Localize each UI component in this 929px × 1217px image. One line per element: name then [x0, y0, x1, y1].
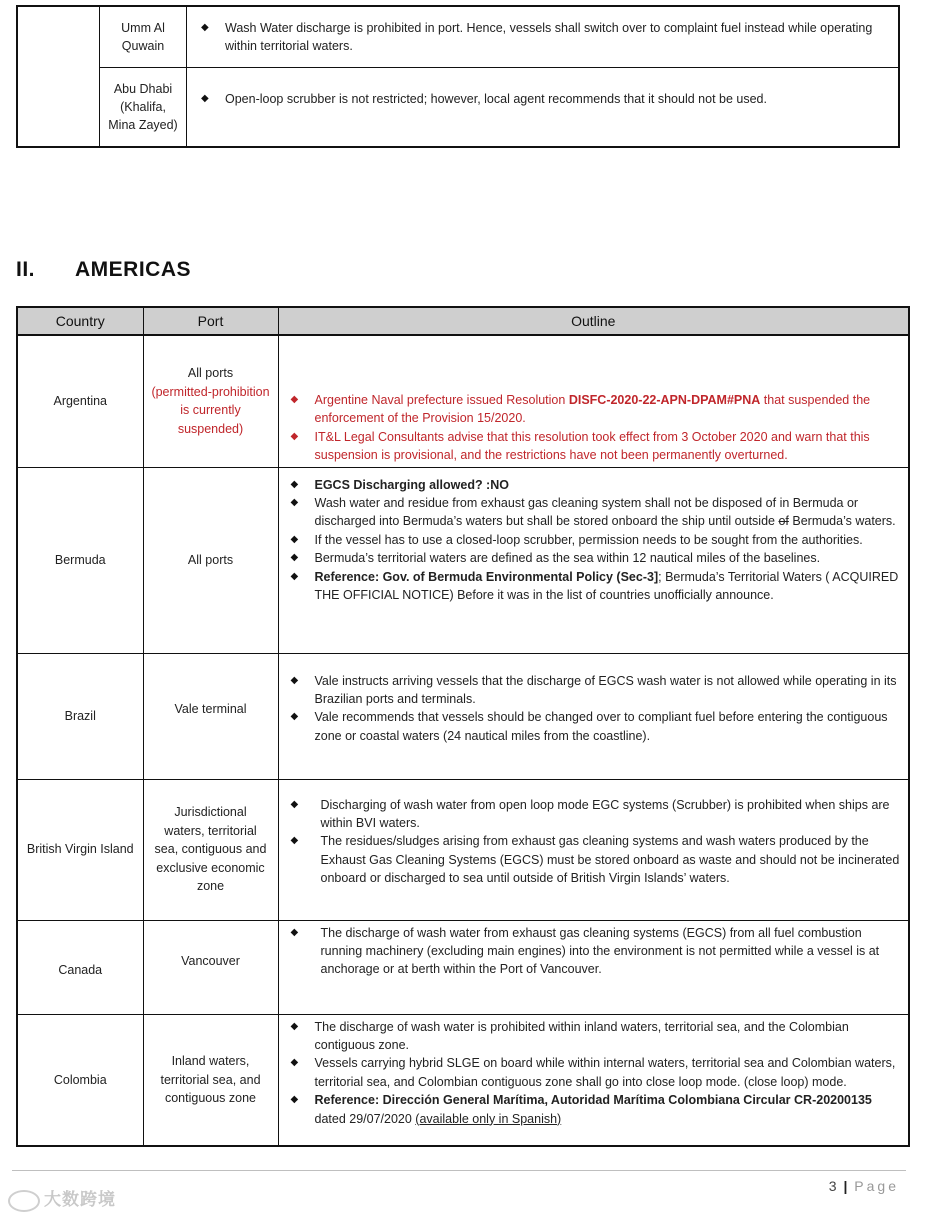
- country-cell: Argentina: [17, 335, 143, 467]
- outline-bullet: ◆ The discharge of wash water from exhaust gas cleaning systems (EGCS) from all fuel combustion running machinery (excluding main engines) into the environment is not permitted while a vessel is at anchorage or at berth within the Port of Vancouver.: [290, 925, 880, 977]
- outline-cell-abu-dhabi: [187, 68, 898, 146]
- outline-bullet: ◆ Open-loop scrubber is not restricted; however, local agent recommends that it should not be used.: [201, 92, 767, 106]
- outline-cell: [278, 920, 909, 1014]
- outline-bullet: ◆ Vale recommends that vessels should be changed over to compliant fuel before entering the contiguous zone or coastal waters (24 nautical miles from the coastline).: [290, 710, 888, 743]
- port-cell: Vancouver: [143, 920, 278, 1014]
- country-cell-empty: [18, 7, 100, 146]
- country-cell: Brazil: [17, 653, 143, 779]
- outline-bullet: ◆ Discharging of wash water from open loop mode EGC systems (Scrubber) is prohibited when ships are within BVI waters.: [290, 797, 890, 830]
- port-cell: [143, 335, 278, 467]
- diamond-bullet-icon: ◆: [290, 552, 299, 564]
- watermark-logo-icon: [8, 1190, 40, 1212]
- table-header-row: [17, 307, 909, 335]
- section-number: II.: [16, 258, 36, 281]
- diamond-bullet-icon: ◆: [201, 93, 209, 104]
- diamond-bullet-icon: ◆: [290, 496, 299, 508]
- diamond-bullet-icon: ◆: [290, 1094, 299, 1106]
- port-cell: Inland waters, territorial sea, and contiguous zone: [143, 1014, 278, 1146]
- outline-bullet: ◆ IT&L Legal Consultants advise that this resolution took effect from 3 October 2020 and warn that this suspension is provisional, and the restrictions have not been permanently overturned.: [290, 429, 870, 463]
- port-status-note: (permitted-prohibition is currently suspended): [151, 384, 270, 436]
- page-number: 3 | Page: [828, 1178, 899, 1194]
- port-cell-umm-al-quwain: Umm Al Quwain: [100, 7, 187, 68]
- table-row-brazil: [17, 653, 909, 779]
- diamond-bullet-icon: ◆: [290, 393, 299, 405]
- diamond-bullet-icon: ◆: [290, 430, 299, 442]
- watermark: 大数跨境: [8, 1185, 116, 1212]
- outline-cell: [278, 467, 909, 653]
- diamond-bullet-icon: ◆: [290, 835, 299, 847]
- port-cell: All ports: [143, 467, 278, 653]
- section-title: AMERICAS: [75, 258, 192, 281]
- country-cell: Bermuda: [17, 467, 143, 653]
- outline-bullet: ◆ Vessels carrying hybrid SLGE on board while within internal waters, territorial sea and Colombian waters, territorial sea, and Colombian contiguous zone shall go into close loop mode. (close loop) mode.: [290, 1056, 896, 1089]
- port-cell-abu-dhabi: Abu Dhabi (Khalifa, Mina Zayed): [100, 68, 187, 146]
- port-cell: Jurisdictional waters, territorial sea, contiguous and exclusive economic zone: [143, 779, 278, 920]
- section-heading: [16, 258, 191, 282]
- outline-bullet: ◆ Reference: Gov. of Bermuda Environmental Policy (Sec-3]; Bermuda’s Territorial Waters ( ACQUIRED THE OFFICIAL NOTICE) Before it was in the list of countries unofficially announce.: [290, 569, 899, 602]
- table-row-colombia: [17, 1014, 909, 1146]
- outline-cell: [278, 653, 909, 779]
- diamond-bullet-icon: ◆: [290, 711, 299, 723]
- table-row-british-virgin-island: [17, 779, 909, 920]
- outline-bullet: ◆ Wash Water discharge is prohibited in port. Hence, vessels shall switch over to complaint fuel instead while operating within territorial waters.: [201, 21, 873, 53]
- outline-bullet: ◆ Wash water and residue from exhaust gas cleaning system shall not be disposed of in Bermuda or discharged into Bermuda’s waters but shall be stored onboard the ship until outside of Bermuda’s waters.: [290, 495, 896, 529]
- spanish-only-link[interactable]: (available only in Spanish): [415, 1111, 562, 1126]
- outline-bullet: ◆ The discharge of wash water is prohibited within inland waters, territorial sea, and the Colombian contiguous zone.: [290, 1019, 849, 1052]
- diamond-bullet-icon: ◆: [290, 674, 299, 686]
- outline-cell: [278, 779, 909, 920]
- header-port: Port: [143, 307, 278, 335]
- resolution-id: DISFC-2020-22-APN-DPAM#PNA: [568, 392, 761, 407]
- outline-cell-umm-al-quwain: [187, 7, 898, 68]
- table-row-canada: [17, 920, 909, 1014]
- diamond-bullet-icon: ◆: [290, 478, 299, 490]
- outline-bullet: ◆ EGCS Discharging allowed? :NO: [287, 476, 901, 494]
- outline-bullet: ◆ Reference: Dirección General Marítima, Autoridad Marítima Colombiana Circular CR-20200135 dated 29/07/2020 (available only in Spanish): [290, 1093, 872, 1126]
- outline-bullet: ◆ If the vessel has to use a closed-loop scrubber, permission needs to be sought from the authorities.: [287, 531, 901, 549]
- table-row-bermuda: [17, 467, 909, 653]
- outline-bullet: ◆ Argentine Naval prefecture issued Resolution DISFC-2020-22-APN-DPAM#PNA that suspended the enforcement of the Provision 15/2020.: [290, 392, 871, 426]
- diamond-bullet-icon: ◆: [290, 533, 299, 545]
- diamond-bullet-icon: ◆: [290, 798, 299, 810]
- diamond-bullet-icon: ◆: [290, 1020, 299, 1032]
- footer-divider: [12, 1170, 906, 1171]
- header-outline: Outline: [278, 307, 909, 335]
- country-cell: Canada: [17, 920, 143, 1014]
- country-cell: British Virgin Island: [17, 779, 143, 920]
- outline-cell: [278, 1014, 909, 1146]
- outline-bullet: ◆ Bermuda’s territorial waters are defined as the sea within 12 nautical miles of the baselines.: [287, 549, 901, 567]
- outline-cell: [278, 335, 909, 467]
- header-country: Country: [17, 307, 143, 335]
- outline-bullet: ◆ The residues/sludges arising from exhaust gas cleaning systems and wash waters produced by the Exhaust Gas Cleaning Systems (EGCS) must be stored onboard as waste and should not be incinerated onboard or discharged to sea until outside of British Virgin Islands’ waters.: [290, 834, 900, 886]
- americas-table: [16, 306, 910, 1147]
- continuation-table: [16, 5, 900, 148]
- diamond-bullet-icon: ◆: [201, 22, 209, 33]
- diamond-bullet-icon: ◆: [290, 570, 299, 582]
- outline-bullet: ◆ Vale instructs arriving vessels that the discharge of EGCS wash water is not allowed while operating in its Brazilian ports and terminals.: [290, 673, 897, 706]
- port-text: All ports: [187, 366, 234, 381]
- diamond-bullet-icon: ◆: [290, 1057, 299, 1069]
- country-cell: Colombia: [17, 1014, 143, 1146]
- table-row-argentina: [17, 335, 909, 467]
- port-cell: Vale terminal: [143, 653, 278, 779]
- diamond-bullet-icon: ◆: [290, 926, 299, 938]
